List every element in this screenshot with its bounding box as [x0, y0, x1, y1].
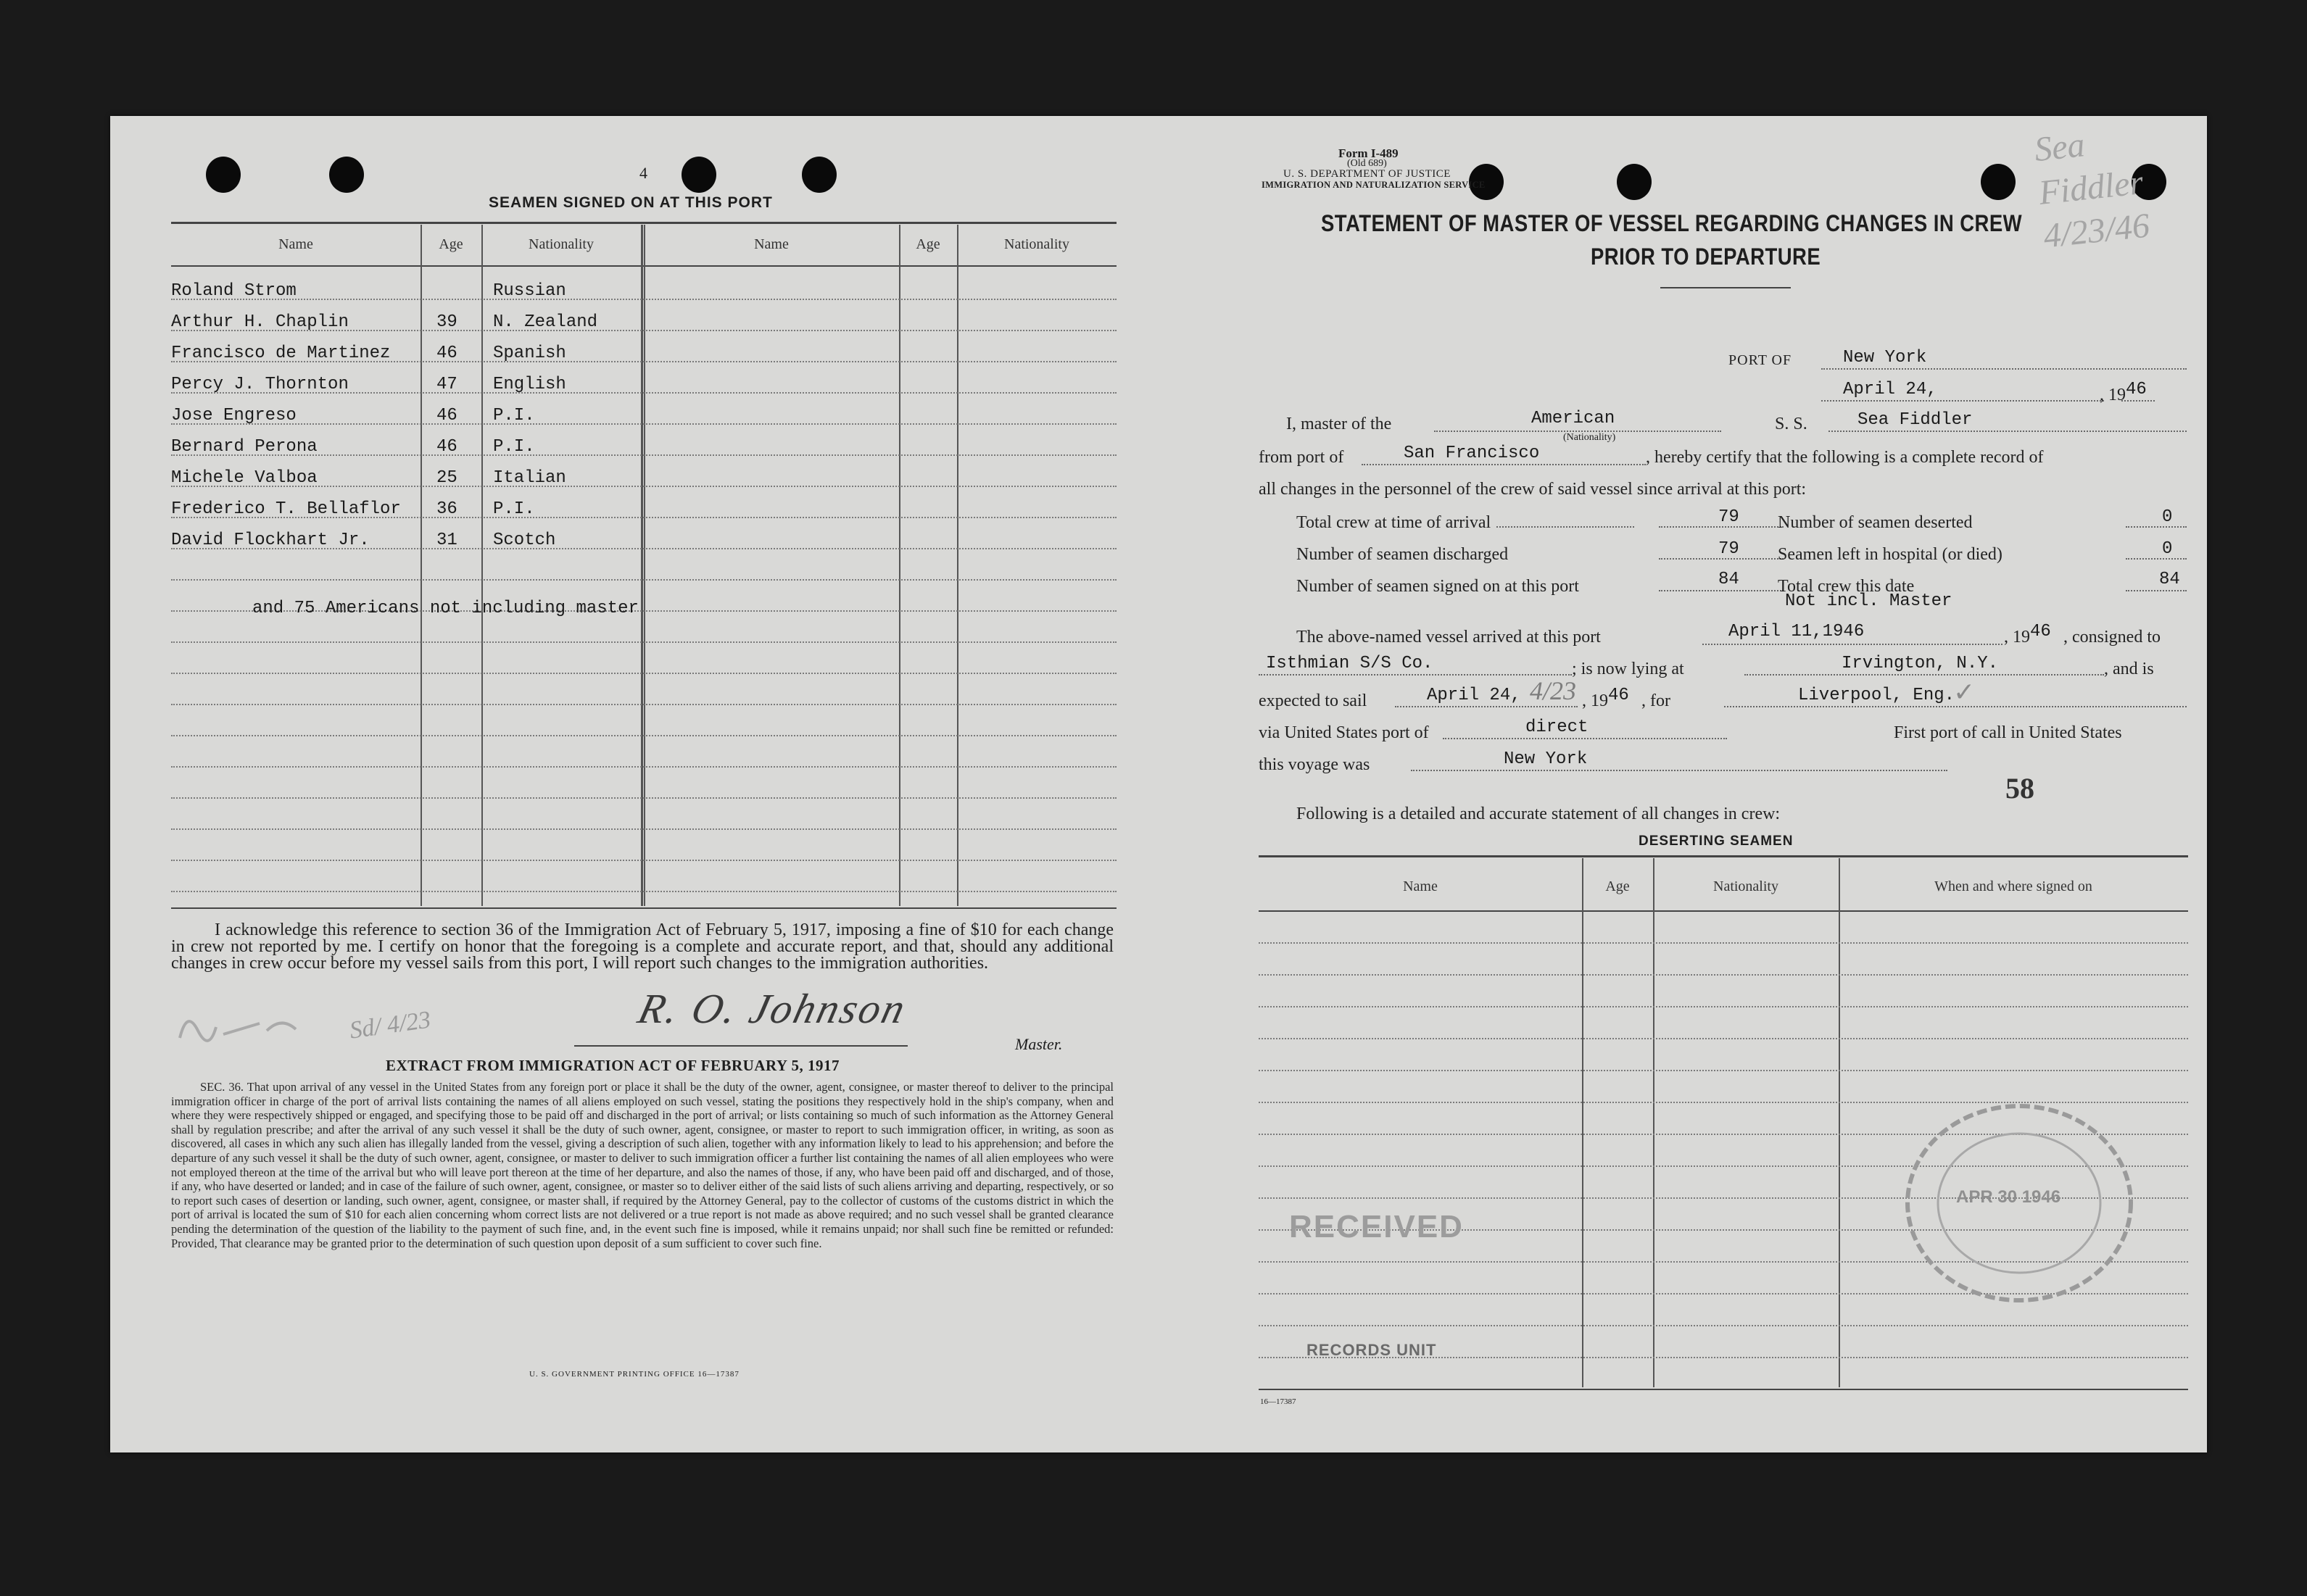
- seaman-age: 46: [436, 406, 457, 425]
- sail-year-prefix: , 19: [1582, 691, 1608, 710]
- punch-hole: [802, 157, 837, 193]
- discharged-label: Number of seamen discharged: [1296, 545, 1509, 564]
- sail-handwritten: 4/23: [1530, 676, 1577, 705]
- records-unit-stamp: RECORDS UNIT: [1306, 1341, 1437, 1359]
- punch-hole: [682, 157, 716, 193]
- signed-on-label: Number of seamen signed on at this port: [1296, 577, 1579, 596]
- check-mark: ✓: [1953, 678, 1976, 707]
- via-label: via United States port of: [1259, 723, 1429, 742]
- seaman-nationality: Russian: [493, 281, 566, 301]
- nationality-value: American: [1531, 409, 1615, 428]
- seaman-nationality: P.I.: [493, 406, 535, 425]
- seaman-name: David Flockhart Jr.: [171, 531, 370, 550]
- date-value: April 24,: [1843, 380, 1937, 399]
- section-title: SEAMEN SIGNED ON AT THIS PORT: [489, 194, 773, 211]
- and-is-label: , and is: [2104, 660, 2154, 678]
- extract-text: SEC. 36. That upon arrival of any vessel in the United States from any foreign port or place it shall be the duty of the owner, agent, consignee, or master thereof to deliver to the principal immigration officer in charge of the port of arrival lists containing the names of all aliens employed on such vessel, stating the positions they respectively hold in the ship's company, when and where they were respectively shipped or engaged, and specifying those to be paid off and discharged in the port of arrival; or lists containing so much of such information as the Attorney General shall by regulation prescribe; and after the arrival of any such vessel it shall be the duty of such owner, agent, consignee, or master to report to such immigration officer, in writing, as soon as discovered, all cases in which any such alien has illegally landed from the vessel, giving a description of such alien, together with any information likely to lead to his apprehension; and before the departure of any such vessel it shall be the duty of such owner, agent, consignee, or master to deliver to such immigration officer a further list containing the names of all alien employees who were not employed thereon at the time of the arrival but who will leave port thereon at the time of her departure, and also the names of those, if any, who have been paid off and discharged, and of those, if any, who have deserted or landed; and in case of the failure of such owner, agent, consignee, or master so to deliver either of the said lists of such aliens arriving and departing, respectively, or so to report such cases of desertion or landing, such owner, agent, consignee, or master shall, if required by the Attorney General, pay to the collector of customs of the customs district in which the port of arrival is located the sum of $10 for each alien concerning whom correct lists are not delivered or a true report is not made as above required; and no such vessel shall be granted clearance pending the determination of the question of the liability to the payment of such fine, and, in the event such fine is imposed, while it remains unpaid; nor shall such fine be remitted or refunded: Provided, That clearance may be granted prior to the determination of such question upon deposit of a sum sufficient to cover such fine.: [171, 1080, 1114, 1250]
- form-title: STATEMENT OF MASTER OF VESSEL REGARDING CHANGES IN CREW: [1321, 210, 2023, 236]
- seaman-nationality: Italian: [493, 468, 566, 488]
- total-arrival-label: Total crew at time of arrival: [1296, 513, 1491, 532]
- seaman-nationality: Scotch: [493, 531, 556, 550]
- ss-label: S. S.: [1775, 415, 1807, 433]
- seaman-name: Bernard Perona: [171, 437, 318, 457]
- seaman-age: 46: [436, 437, 457, 457]
- consigned-label: , consigned to: [2063, 628, 2161, 647]
- deserting-header-age: Age: [1605, 878, 1630, 894]
- arrived-value: April 11,1946: [1728, 622, 1865, 641]
- master-signature: R. O. Johnson: [633, 985, 912, 1032]
- hospital-label: Seamen left in hospital (or died): [1778, 545, 2002, 564]
- corner-handwriting: Sea Fiddler 4/23/46: [2032, 125, 2152, 256]
- punch-hole: [329, 157, 364, 193]
- deserting-header-name: Name: [1403, 878, 1438, 894]
- header-age-2: Age: [916, 236, 940, 252]
- master-label: Master.: [1015, 1035, 1063, 1053]
- arrived-year-prefix: , 19: [2004, 628, 2030, 647]
- seaman-age: 39: [436, 312, 457, 332]
- header-name: Name: [278, 236, 313, 252]
- form-number: Form I-489: [1338, 146, 1399, 160]
- first-call-value: New York: [1504, 749, 1588, 769]
- expected-label: expected to sail: [1259, 691, 1367, 710]
- total-date-value: 84: [2159, 570, 2180, 589]
- form-old-number: (Old 689): [1347, 158, 1387, 169]
- document-sheet: [110, 116, 2207, 1452]
- lying-label: ; is now lying at: [1572, 660, 1684, 678]
- seaman-age: 25: [436, 468, 457, 488]
- title-underline: [1660, 287, 1791, 288]
- number-58: 58: [2005, 772, 2034, 805]
- margin-scribble: [173, 1002, 303, 1045]
- from-port-label: from port of: [1259, 448, 1344, 467]
- service-name: IMMIGRATION AND NATURALIZATION SERVICE: [1262, 180, 1486, 190]
- first-call-label: First port of call in United States: [1894, 723, 2122, 742]
- year-prefix: , 19: [2100, 386, 2126, 404]
- header-age: Age: [439, 236, 463, 252]
- seaman-nationality: P.I.: [493, 437, 535, 457]
- seaman-name: Frederico T. Bellaflor: [171, 499, 401, 519]
- left-printer-line: U. S. GOVERNMENT PRINTING OFFICE 16—17387: [529, 1370, 740, 1379]
- department-name: U. S. DEPARTMENT OF JUSTICE: [1283, 168, 1451, 180]
- acknowledgement-text: I acknowledge this reference to section 36 of the Immigration Act of February 5, 1917, imposing a fine of $10 for each change in crew not reported by me. I certify on honor that the foregoing is a complete and accurate report, and that, should any additional changes in crew occur before my vessel sails from this port, I will report such changes to the immigration authorities.: [171, 920, 1114, 973]
- following-text: Following is a detailed and accurate statement of all changes in crew:: [1296, 805, 1781, 823]
- from-port-value: San Francisco: [1404, 444, 1540, 463]
- deserted-value: 0: [2162, 507, 2173, 527]
- deserting-title: DESERTING SEAMEN: [1639, 834, 1794, 849]
- lying-value: Irvington, N.Y.: [1842, 654, 1999, 673]
- consignee-value: Isthmian S/S Co.: [1266, 654, 1433, 673]
- header-name-2: Name: [754, 236, 789, 252]
- sail-value: April 24,: [1427, 686, 1521, 705]
- seaman-name: Percy J. Thornton: [171, 375, 349, 394]
- seaman-age: 36: [436, 499, 457, 519]
- seaman-age: 47: [436, 375, 457, 394]
- certify-text: , hereby certify that the following is a complete record of: [1646, 448, 2044, 467]
- seaman-name: Jose Engreso: [171, 406, 297, 425]
- seaman-age: 31: [436, 531, 457, 550]
- total-date-label: Total crew this date: [1778, 577, 1915, 596]
- seaman-nationality: N. Zealand: [493, 312, 598, 332]
- hospital-value: 0: [2162, 539, 2173, 559]
- port-label: PORT OF: [1728, 352, 1792, 368]
- punch-hole: [206, 157, 241, 193]
- extract-title: EXTRACT FROM IMMIGRATION ACT OF FEBRUARY 5, 1917: [386, 1057, 840, 1074]
- sail-year: 46: [1608, 686, 1629, 705]
- seaman-name: Francisco de Martinez: [171, 344, 391, 363]
- all-changes-text: all changes in the personnel of the crew of said vessel since arrival at this port:: [1259, 480, 1807, 499]
- seaman-name: Michele Valboa: [171, 468, 318, 488]
- destination-value: Liverpool, Eng.: [1798, 686, 1955, 705]
- signature-line: [574, 1045, 908, 1047]
- port-value: New York: [1843, 348, 1927, 367]
- for-label: , for: [1641, 691, 1670, 710]
- scribble-mark: [173, 1002, 303, 1045]
- seaman-nationality: Spanish: [493, 344, 566, 363]
- header-nationality-2: Nationality: [1004, 236, 1069, 252]
- nationality-caption: (Nationality): [1563, 432, 1616, 443]
- received-stamp: RECEIVED: [1289, 1209, 1464, 1244]
- via-value: direct: [1525, 718, 1589, 737]
- deserting-header-signed-on: When and where signed on: [1934, 878, 2092, 894]
- margin-handwriting: Sd/ 4/23: [347, 1006, 433, 1044]
- stamp-date: APR 30 1946: [1956, 1187, 2061, 1207]
- vessel-name: Sea Fiddler: [1857, 410, 1973, 430]
- year-value: 46: [2126, 380, 2147, 399]
- seaman-name: Arthur H. Chaplin: [171, 312, 349, 332]
- total-arrival-value: 79: [1718, 507, 1739, 527]
- americans-note: and 75 Americans not including master: [252, 599, 639, 618]
- seaman-age: 46: [436, 344, 457, 363]
- not-incl-master: Not incl. Master: [1785, 591, 1952, 611]
- right-printer-line: 16—17387: [1260, 1397, 1296, 1406]
- arrived-year: 46: [2030, 622, 2051, 641]
- discharged-value: 79: [1718, 539, 1739, 559]
- seaman-nationality: P.I.: [493, 499, 535, 519]
- this-voyage-label: this voyage was: [1259, 755, 1370, 774]
- signed-on-value: 84: [1718, 570, 1739, 589]
- seaman-name: Roland Strom: [171, 281, 297, 301]
- master-of-label: I, master of the: [1286, 415, 1392, 433]
- seaman-nationality: English: [493, 375, 566, 394]
- arrived-label: The above-named vessel arrived at this port: [1296, 628, 1601, 647]
- punch-hole: [1981, 164, 2016, 200]
- deserting-header-nationality: Nationality: [1713, 878, 1778, 894]
- form-subtitle: PRIOR TO DEPARTURE: [1591, 244, 1821, 270]
- page-number: 4: [639, 164, 647, 182]
- header-nationality: Nationality: [529, 236, 594, 252]
- punch-hole: [1617, 164, 1652, 200]
- deserted-label: Number of seamen deserted: [1778, 513, 1973, 532]
